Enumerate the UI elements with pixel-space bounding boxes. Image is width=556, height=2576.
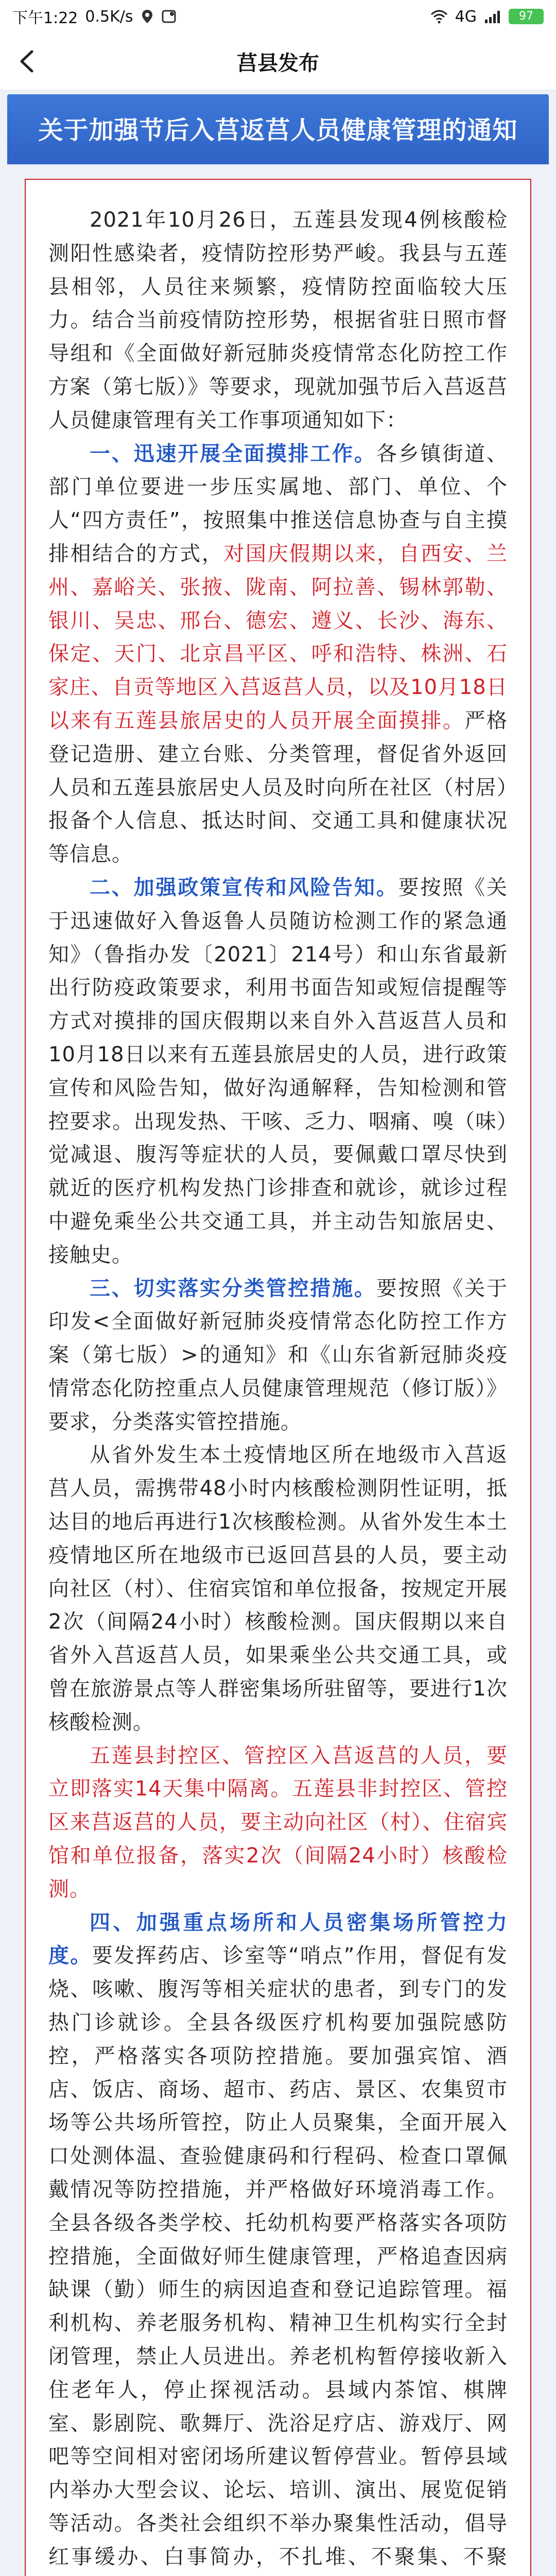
section-2-text: 要按照《关于迅速做好入鲁返鲁人员随访检测工作的紧急通知》（鲁指办发〔2021〕214号）和山东省最新出行防疫政策要求，利用书面告知或短信提醒等方式对摸排的国庆假期以来自外入莒返莒人员和10月18日以来有五莲县旅居史的人员，进行政策宣传和风险告知，做好沟通解释，告知检测和管控要求。出现发热、干咳、乏力、咽痛、嗅（味）觉减退、腹泻等症状的人员，要佩戴口罩尽快到就近的医疗机构发热门诊排查和就诊，就诊过程中避免乘坐公共交通工具，并主动告知旅居史、接触史。 — [48, 875, 508, 1267]
article-banner — [7, 94, 549, 164]
nav-bar — [0, 33, 556, 90]
status-time: 下午1:22 — [12, 9, 78, 27]
section-3-text-a: 要按照《关于印发<全面做好新冠肺炎疫情常态化防控工作方案（第七版）>的通知》和《山东省新冠肺炎疫情常态化防控重点人员健康管理规范（修订版）》要求，分类落实管控措施。 — [48, 1276, 508, 1434]
section-1-text-b: 严格登记造册、建立台账、分类管理，督促省外返回人员和五莲县旅居史人员及时向所在社区（村居）报备个人信息、抵达时间、交通工具和健康状况等信息。 — [48, 708, 508, 867]
nav-title: 莒县发布 — [237, 51, 319, 75]
notification-icon — [161, 9, 177, 24]
intro-paragraph: 2021年10月26日，五莲县发现4例核酸检测阳性感染者，疫情防控形势严峻。我县与五莲县相邻，人员往来频繁，疫情防控面临较大压力。结合当前疫情防控形势，根据省驻日照市督导组和《全面做好新冠肺炎疫情常态化防控工作方案（第七版）》等要求，现就加强节后入莒返莒人员健康管理有关工作事项通知如下： — [48, 208, 508, 432]
section-1-highlight: 对国庆假期以来，自西安、兰州、嘉峪关、张掖、陇南、阿拉善、锡林郭勒、银川、吴忠、邢台、德宏、遵义、长沙、海东、保定、天门、北京昌平区、呼和浩特、株洲、石家庄、自贡等地区入莒返莒人员，以及10月18日以来有五莲县旅居史的人员开展全面摸排。 — [48, 541, 508, 733]
wifi-icon — [430, 9, 448, 24]
section-2-heading: 二、加强政策宣传和风险告知。 — [90, 875, 398, 900]
status-speed: 0.5K/s — [85, 7, 133, 26]
section-4-heading: 四、加强重点场所和人员密集场所管控力度。 — [48, 1910, 508, 1968]
section-3-heading: 三、切实落实分类管控措施。 — [90, 1276, 376, 1300]
location-icon — [141, 9, 154, 24]
section-2 — [48, 871, 508, 1272]
signal-bars-icon — [484, 9, 501, 24]
section-1-text-a: 各乡镇街道、部门单位要进一步压实属地、部门、单位、个人“四方责任”，按照集中推送信息协查与自主摸排相结合的方式， — [48, 442, 508, 566]
status-bar — [0, 0, 556, 33]
section-3-paragraph-b: 从省外发生本土疫情地区所在地级市入莒返莒人员，需携带48小时内核酸检测阴性证明，抵达目的地后再进行1次核酸检测。从省外发生本土疫情地区所在地级市已返回莒县的人员，要主动向社区（村）、住宿宾馆和单位报备，按规定开展2次（间隔24小时）核酸检测。国庆假期以来自省外入莒返莒人员，如果乘坐公共交通工具，或曾在旅游景点等人群密集场所驻留等，要进行1次核酸检测。 — [48, 1443, 508, 1734]
section-4 — [48, 1906, 508, 2576]
network-type: 4G — [455, 7, 477, 26]
back-arrow-icon[interactable] — [14, 47, 42, 75]
section-3 — [48, 1272, 508, 1439]
section-1-heading: 一、迅速开展全面摸排工作。 — [90, 442, 376, 466]
section-4-text: 要发挥药店、诊室等“哨点”作用，督促有发烧、咳嗽、腹泻等相关症状的患者，到专门的发热门诊就诊。全县各级医疗机构要加强院感防控，严格落实各项防控措施。要加强宾馆、酒店、饭店、商场、超市、药店、景区、农集贸市场等公共场所管控，防止人员聚集，全面开展入口处测体温、查验健康码和行程码、检查口罩佩戴情况等防控措施，并严格做好环境消毒工作。全县各级各类学校、托幼机构要严格落实各项防控措施，全面做好师生健康管理，严格追查因病缺课（勤）师生的病因追查和登记追踪管理。福利机构、养老服务机构、精神卫生机构实行全封闭管理，禁止人员进出。养老机构暂停接收新入住老年人，停止探视活动。县域内茶馆、棋牌室、影剧院、歌舞厅、洗浴足疗店、游戏厅、网吧等空间相对密闭场所建议暂停营业。暂停县域内举办大型会议、论坛、培训、演出、展览促销等活动。各类社会组织不举办聚集性活动，倡导红事缓办、白事简办，不扎堆、不聚集、不聚 — [48, 1944, 508, 2569]
notice-body — [25, 179, 531, 2576]
battery-indicator: 97 — [509, 9, 544, 24]
section-3-highlight: 五莲县封控区、管控区入莒返莒的人员，要立即落实14天集中隔离。五莲县非封控区、管控区来莒返莒的人员，要主动向社区（村）、住宿宾馆和单位报备，落实2次（间隔24小时）核酸检测。 — [48, 1743, 508, 1901]
section-1 — [48, 437, 508, 871]
article-page — [0, 90, 556, 2576]
article-title: 关于加强节后入莒返莒人员健康管理的通知 — [38, 116, 518, 145]
